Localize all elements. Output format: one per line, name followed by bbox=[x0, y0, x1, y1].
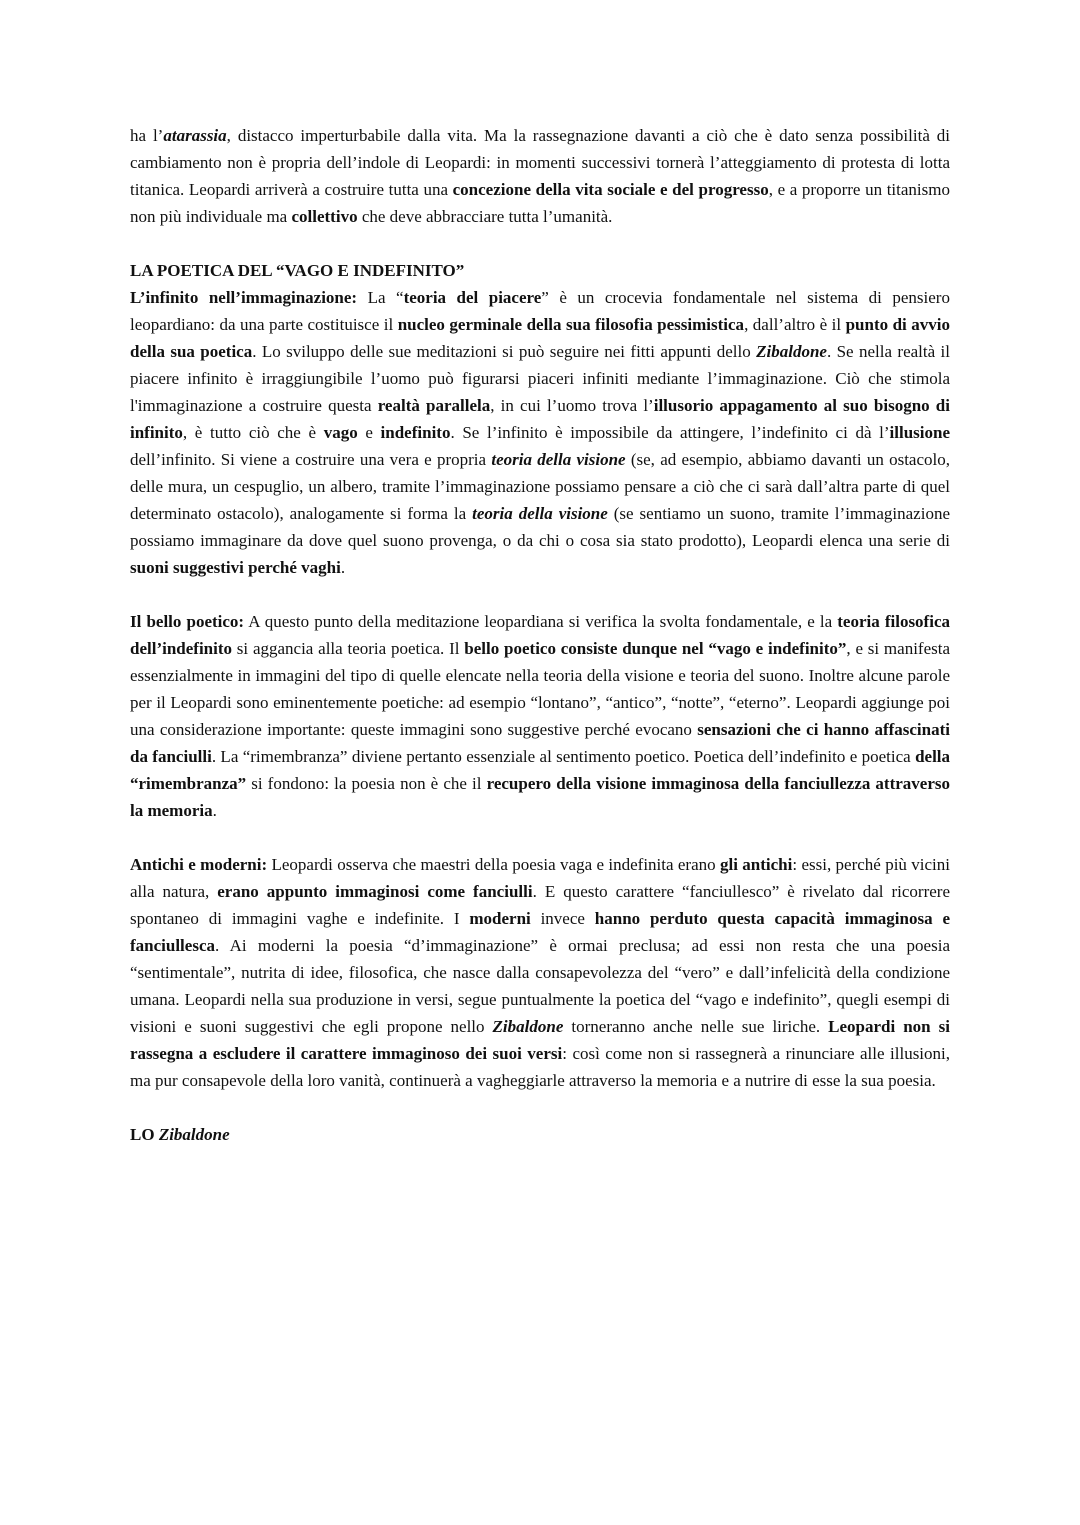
text-run: erano appunto immaginosi come fanciulli bbox=[217, 882, 533, 901]
text-run: . bbox=[340, 558, 346, 577]
text-run: , è tutto ciò che è bbox=[182, 423, 324, 442]
text-run: Zibaldone bbox=[756, 342, 827, 361]
text-run: teoria filosofica dell’indefinito bbox=[130, 612, 950, 658]
text-run: . La “rimembranza” diviene pertanto essenziale al sentimento poetico. Poetica dell’indefinito e poetica bbox=[211, 747, 916, 766]
text-run: dell’infinito. Si viene a costruire una vera e propria bbox=[130, 450, 492, 469]
text-run: ha l’ bbox=[130, 126, 164, 145]
text-run: Zibaldone bbox=[158, 1125, 230, 1144]
text-run: teoria della visione bbox=[472, 504, 608, 523]
text-run: . Se nella realtà il piacere infinito è irraggiungibile l’uomo può figurarsi piaceri infiniti mediante l’immaginazione. Ciò che stimola l'immaginazione a costruire questa bbox=[130, 342, 950, 415]
text-run: e bbox=[357, 423, 381, 442]
text-run: collettivo bbox=[291, 207, 358, 226]
text-run: illusorio appagamento al suo bisogno di infinito bbox=[130, 396, 950, 442]
text-run: indefinito bbox=[380, 423, 451, 442]
section-heading bbox=[130, 257, 950, 284]
text-run: bello poetico consiste dunque nel “vago e indefinito” bbox=[464, 639, 847, 658]
text-run: LA POETICA DEL “VAGO E INDEFINITO” bbox=[130, 261, 465, 280]
text-run: si aggancia alla teoria poetica. Il bbox=[232, 639, 465, 658]
paragraph bbox=[130, 284, 950, 581]
text-run: : essi, perché più vicini alla natura, bbox=[130, 855, 950, 901]
text-run: illusione bbox=[889, 423, 951, 442]
text-run: Leopardi osserva che maestri della poesia vaga e indefinita erano bbox=[267, 855, 720, 874]
text-run: . bbox=[212, 801, 217, 820]
text-run: L’infinito nell’immaginazione: bbox=[130, 288, 358, 307]
text-run: gli antichi bbox=[720, 855, 793, 874]
text-run: . Lo sviluppo delle sue meditazioni si può seguire nei fitti appunti dello bbox=[252, 342, 757, 361]
text-run: recupero della visione immaginosa della fanciullezza attraverso la memoria bbox=[130, 774, 951, 820]
section-heading bbox=[130, 1121, 950, 1148]
document-content bbox=[130, 122, 950, 1148]
text-run: invece bbox=[530, 909, 595, 928]
text-run: Il bello poetico: bbox=[130, 612, 245, 631]
text-run: teoria del piacere bbox=[403, 288, 542, 307]
text-run: A questo punto della meditazione leopardiana si verifica la svolta fondamentale, e la bbox=[244, 612, 838, 631]
text-run: torneranno anche nelle sue liriche. bbox=[563, 1017, 829, 1036]
paragraph bbox=[130, 851, 950, 1094]
text-run: che deve abbracciare tutta l’umanità. bbox=[357, 207, 613, 226]
text-run: , e a proporre un titanismo non più individuale ma bbox=[130, 180, 950, 226]
text-run: Antichi e moderni: bbox=[130, 855, 268, 874]
text-run: della “rimembranza” bbox=[130, 747, 951, 793]
text-run: . Ai moderni la poesia “d’immaginazione” è ormai preclusa; ad essi non resta che una poesia “sentimentale”, nutrita di idee, filosofica, che nasce dalla consapevolezza del “vero” e dall’infelicità della condizione umana. Leopardi nella sua produzione in versi, segue puntualmente la poetica del “vago e indefinito”, quegli esempi di visioni e suoni suggestivi che egli propone nello bbox=[130, 936, 950, 1036]
text-run: moderni bbox=[469, 909, 531, 928]
text-run: , distacco imperturbabile dalla vita. Ma la rassegnazione davanti a ciò che è dato senza possibilità di cambiamento non è propria dell’indole di Leopardi: in momenti successivi tornerà l’atteggiamento di protesta di lotta titanica. Leopardi arriverà a costruire tutta una bbox=[130, 126, 951, 199]
text-run: , dall’altro è il bbox=[744, 315, 846, 334]
text-run: vago bbox=[323, 423, 358, 442]
paragraph bbox=[130, 122, 950, 230]
text-run: . Se l’infinito è impossibile da attingere, l’indefinito ci dà l’ bbox=[450, 423, 890, 442]
text-run: Leopardi non si rassegna a escludere il carattere immaginoso dei suoi versi bbox=[130, 1017, 950, 1063]
text-run: (se, ad esempio, abbiamo davanti un ostacolo, delle mura, un cespuglio, un albero, tramite l’immaginazione possiamo pensare a ciò che ci sarà dall’altra parte di quel determinato ostacolo), analogamente si forma la bbox=[130, 450, 950, 523]
text-run: , e si manifesta essenzialmente in immagini del tipo di quelle elencate nella teoria della visione e teoria del suono. Inoltre alcune parole per il Leopardi sono eminentemente poetiche: ad esempio “lontano”, “antico”, “notte”, “eterno”. Leopardi aggiunge poi una considerazione importante: queste immagini sono suggestive perché evocano bbox=[130, 639, 951, 739]
text-run: concezione della vita sociale e del progresso bbox=[452, 180, 769, 199]
text-run: Zibaldone bbox=[492, 1017, 564, 1036]
text-run: La “ bbox=[357, 288, 404, 307]
text-run: atarassia bbox=[163, 126, 227, 145]
text-run: , in cui l’uomo trova l’ bbox=[490, 396, 654, 415]
text-run: LO bbox=[130, 1125, 159, 1144]
text-run: ” è un crocevia fondamentale nel sistema di pensiero leopardiano: da una parte costituisce il bbox=[130, 288, 950, 334]
text-run: nucleo germinale della sua filosofia pessimistica bbox=[397, 315, 745, 334]
text-run: sensazioni che ci hanno affascinati da fanciulli bbox=[130, 720, 950, 766]
text-run: si fondono: la poesia non è che il bbox=[246, 774, 487, 793]
text-run: . E questo carattere “fanciullesco” è rivelato dal ricorrere spontaneo di immagini vaghe e indefinite. I bbox=[130, 882, 950, 928]
text-run: : così come non si rassegnerà a rinunciare alle illusioni, ma pur consapevole della loro vanità, continuerà a vagheggiarle attraverso la memoria e a nutrire di esse la sua poesia. bbox=[130, 1044, 951, 1090]
text-run: hanno perduto questa capacità immaginosa e fanciullesca bbox=[130, 909, 950, 955]
text-run: suoni suggestivi perché vaghi bbox=[130, 558, 341, 577]
paragraph bbox=[130, 608, 950, 824]
text-run: punto di avvio della sua poetica bbox=[130, 315, 950, 361]
text-run: realtà parallela bbox=[377, 396, 491, 415]
text-run: teoria della visione bbox=[491, 450, 626, 469]
text-run: (se sentiamo un suono, tramite l’immaginazione possiamo immaginare da dove quel suono provenga, o da chi o cosa sia stato prodotto), Leopardi elenca una serie di bbox=[130, 504, 950, 550]
